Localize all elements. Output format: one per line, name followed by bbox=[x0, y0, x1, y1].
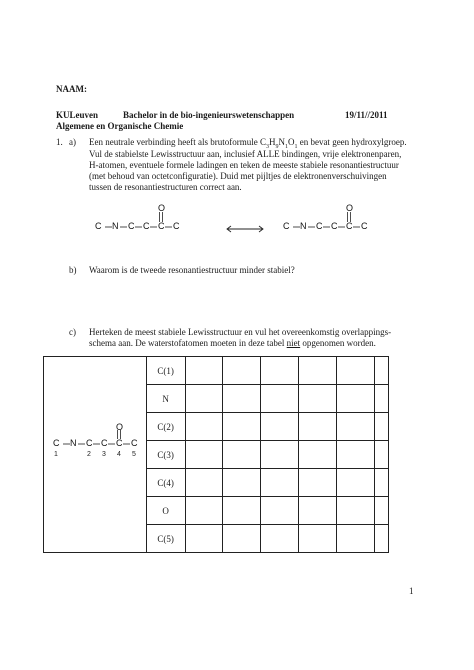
table-cell[interactable] bbox=[337, 413, 375, 441]
course-title: Algemene en Organische Chemie bbox=[56, 121, 184, 131]
q1c-line-1: Herteken de meest stabiele Lewisstructuur en vul het overeenkomstig overlappings- bbox=[89, 327, 392, 337]
table-cell[interactable] bbox=[337, 497, 375, 525]
atom-c2: C bbox=[316, 221, 323, 231]
table-cell[interactable] bbox=[185, 385, 223, 413]
q1a-line-3: H-atomen, eventuele formele ladingen en teken de meeste stabiele resonantiestructuur bbox=[89, 160, 399, 170]
atom-number-1: 1 bbox=[54, 451, 58, 458]
atom-c1: C bbox=[283, 221, 290, 231]
table-cell[interactable] bbox=[337, 385, 375, 413]
atom-c3: C bbox=[331, 221, 338, 231]
resonance-arrow-icon bbox=[224, 221, 266, 231]
table-cell[interactable] bbox=[299, 469, 337, 497]
q1c-line-2: schema aan. De waterstofatomen moeten in deze tabel niet opgenomen worden. bbox=[89, 338, 376, 348]
table-cell[interactable] bbox=[337, 357, 375, 385]
table-cell[interactable] bbox=[299, 413, 337, 441]
molecule-cell bbox=[44, 357, 147, 553]
atom-o: O bbox=[116, 422, 124, 432]
q1a-line-4: (met behoud van octetconfiguratie). Duid met pijltjes de elektronenverschuivingen bbox=[89, 171, 387, 181]
row-label: O bbox=[146, 497, 185, 525]
table-cell[interactable] bbox=[299, 441, 337, 469]
table-cell[interactable] bbox=[223, 385, 261, 413]
table-cell[interactable] bbox=[299, 385, 337, 413]
table-cell[interactable] bbox=[261, 525, 299, 553]
table-cell[interactable] bbox=[261, 385, 299, 413]
table-cell[interactable] bbox=[374, 357, 388, 385]
atom-n: N bbox=[70, 438, 77, 448]
atom-c5: C bbox=[173, 221, 180, 231]
table-cell[interactable] bbox=[185, 497, 223, 525]
table-cell[interactable] bbox=[337, 525, 375, 553]
table-cell[interactable] bbox=[223, 469, 261, 497]
atom-n: N bbox=[300, 221, 307, 231]
table-cell[interactable] bbox=[299, 497, 337, 525]
atom-c4: C bbox=[158, 221, 165, 231]
atom-number-2: 2 bbox=[87, 451, 91, 458]
university: KULeuven bbox=[56, 110, 99, 120]
atom-c5: C bbox=[131, 438, 138, 448]
table-cell[interactable] bbox=[374, 413, 388, 441]
table-cell[interactable] bbox=[223, 413, 261, 441]
table-cell[interactable] bbox=[261, 413, 299, 441]
atom-c2: C bbox=[128, 221, 135, 231]
row-label: N bbox=[146, 385, 185, 413]
table-cell[interactable] bbox=[374, 385, 388, 413]
table-cell[interactable] bbox=[223, 441, 261, 469]
name-label: NAAM: bbox=[56, 84, 87, 94]
row-label: C(3) bbox=[146, 441, 185, 469]
program: Bachelor in de bio-ingenieurswetenschappen bbox=[123, 110, 295, 120]
table-cell[interactable] bbox=[261, 469, 299, 497]
table-cell[interactable] bbox=[299, 357, 337, 385]
page-number: 1 bbox=[409, 586, 414, 596]
table-row bbox=[44, 357, 389, 385]
table-cell[interactable] bbox=[185, 441, 223, 469]
q1a-line-5: tussen de resonantiestructuren correct aan. bbox=[89, 182, 242, 192]
q1a-label: a) bbox=[69, 137, 76, 147]
q1c-label: c) bbox=[69, 327, 76, 337]
q1a-line-2: Vul de stabielste Lewisstructuur aan, inclusief ALLE bindingen, vrije elektronenparen, bbox=[89, 149, 402, 159]
q1a-line-1: Een neutrale verbinding heeft als brutoformule $C_3H_9N_1O_1$ en bevat geen hydroxylgroep. bbox=[89, 137, 407, 150]
table-cell[interactable] bbox=[261, 357, 299, 385]
table-cell[interactable] bbox=[337, 441, 375, 469]
atom-c4: C bbox=[346, 221, 353, 231]
table-cell[interactable] bbox=[185, 469, 223, 497]
atom-c1: C bbox=[53, 438, 60, 448]
atom-c1: C bbox=[95, 221, 102, 231]
row-label: C(5) bbox=[146, 525, 185, 553]
atom-c2: C bbox=[86, 438, 93, 448]
table-cell[interactable] bbox=[337, 469, 375, 497]
table-cell[interactable] bbox=[374, 525, 388, 553]
q1b-text: Waarom is de tweede resonantiestructuur minder stabiel? bbox=[89, 265, 295, 275]
table-cell[interactable] bbox=[261, 441, 299, 469]
exam-date: 19/11//2011 bbox=[345, 110, 388, 120]
atom-number-5: 5 bbox=[132, 451, 136, 458]
table-cell[interactable] bbox=[223, 497, 261, 525]
atom-o: O bbox=[158, 203, 166, 213]
table-cell[interactable] bbox=[185, 357, 223, 385]
atom-o: O bbox=[346, 203, 354, 213]
table-cell[interactable] bbox=[374, 441, 388, 469]
row-label: C(1) bbox=[146, 357, 185, 385]
molecule-skeleton-table bbox=[53, 422, 143, 462]
atom-n: N bbox=[112, 221, 119, 231]
atom-c3: C bbox=[143, 221, 150, 231]
table-cell[interactable] bbox=[261, 497, 299, 525]
table-cell[interactable] bbox=[299, 525, 337, 553]
table-cell[interactable] bbox=[374, 469, 388, 497]
table-cell[interactable] bbox=[374, 497, 388, 525]
atom-number-3: 3 bbox=[102, 451, 106, 458]
atom-c3: C bbox=[101, 438, 108, 448]
table-cell[interactable] bbox=[185, 413, 223, 441]
row-label: C(4) bbox=[146, 469, 185, 497]
molecule-skeleton-left bbox=[95, 203, 205, 235]
molecule-skeleton-right bbox=[283, 203, 393, 235]
table-cell[interactable] bbox=[223, 357, 261, 385]
question-number: 1. bbox=[56, 137, 63, 147]
overlap-table bbox=[43, 356, 389, 553]
atom-c5: C bbox=[361, 221, 368, 231]
atom-number-4: 4 bbox=[117, 451, 121, 458]
atom-c4: C bbox=[116, 438, 123, 448]
table-cell[interactable] bbox=[223, 525, 261, 553]
q1b-label: b) bbox=[69, 265, 77, 275]
table-cell[interactable] bbox=[185, 525, 223, 553]
row-label: C(2) bbox=[146, 413, 185, 441]
